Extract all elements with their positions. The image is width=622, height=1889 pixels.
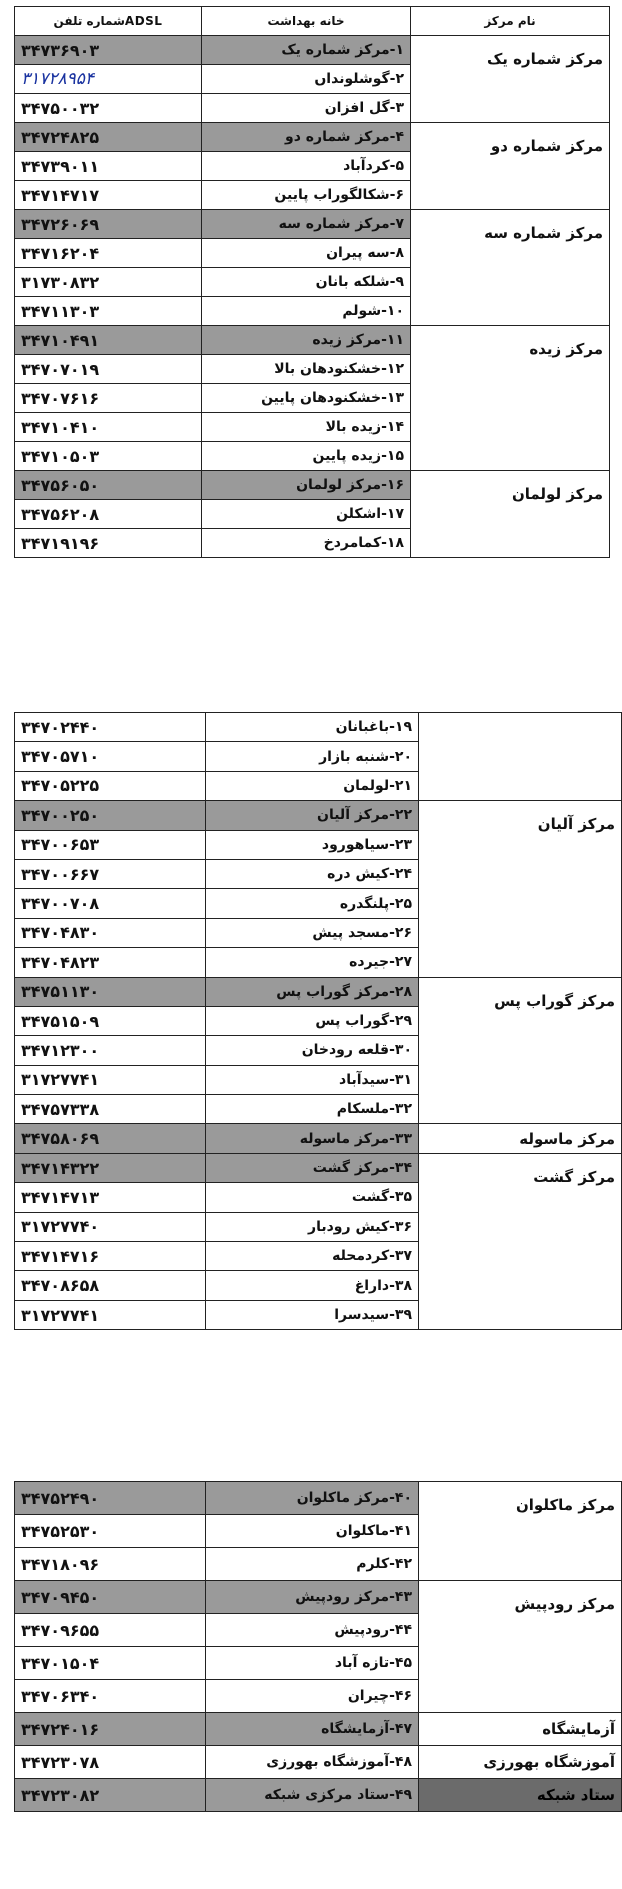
phone-number-cell: ۳۴۷۰۷۰۱۹ [15,355,202,384]
phone-number-cell: ۳۴۷۱۶۲۰۴ [15,239,202,268]
phone-number-cell: ۳۴۷۱۰۵۰۳ [15,442,202,471]
phone-number-cell: ۳۴۷۰۵۷۱۰ [15,742,206,771]
phone-number-cell: ۳۱۷۲۸۹۵۴ [15,65,202,94]
health-house-cell: ۹-شلکه بانان [202,268,411,297]
table-section [14,1481,615,1812]
header-phone-adsl: شماره تلفنADSL [15,7,202,36]
phone-number-cell: ۳۴۷۲۴۰۱۶ [15,1713,206,1746]
health-house-cell: ۴۰-مرکز ماکلوان [206,1482,419,1515]
health-house-cell: ۲۷-جیرده [206,948,419,977]
health-house-cell: ۸-سه پیران [202,239,411,268]
health-house-cell: ۴۱-ماکلوان [206,1515,419,1548]
health-house-cell: ۱۳-خشکنودهان پایین [202,384,411,413]
health-house-cell: ۳-گل افزان [202,94,411,123]
health-house-cell: ۲-گوشلونداں [202,65,411,94]
header-center-name: نام مرکز [411,7,610,36]
health-house-cell: ۲۰-شنبه بازار [206,742,419,771]
table-row [15,210,610,239]
table-row [15,36,610,65]
center-name-cell: مرکز شماره یک [411,36,610,123]
center-name-cell: مرکز شماره دو [411,123,610,210]
table-row [15,1746,622,1779]
health-house-cell: ۲۴-کیش دره [206,859,419,888]
header-health-house: خانه بهداشت [202,7,411,36]
phone-number-cell: ۳۴۷۵۱۱۳۰ [15,977,206,1006]
health-house-cell: ۳۱-سیدآباد [206,1065,419,1094]
health-house-cell: ۳۹-سیدسرا [206,1300,419,1329]
phone-number-cell: ۳۴۷۵۲۵۳۰ [15,1515,206,1548]
phone-number-cell: ۳۴۷۱۴۷۱۶ [15,1242,206,1271]
health-house-cell: ۵-کردآباد [202,152,411,181]
health-house-cell: ۱-مرکز شماره یک [202,36,411,65]
center-name-cell: مرکز شماره سه [411,210,610,326]
phone-number-cell: ۳۴۷۵۱۵۰۹ [15,1006,206,1035]
health-house-cell: ۷-مرکز شماره سه [202,210,411,239]
health-house-cell: ۴-مرکز شماره دو [202,123,411,152]
health-house-cell: ۲۵-پلنگدره [206,889,419,918]
table-section [14,712,615,1330]
directory-table [14,712,622,1330]
health-house-cell: ۶-شکالگوراب پایین [202,181,411,210]
phone-number-cell: ۳۴۷۱۴۷۱۷ [15,181,202,210]
health-house-cell: ۳۳-مرکز ماسوله [206,1124,419,1153]
phone-number-cell: ۳۴۷۵۰۰۳۲ [15,94,202,123]
health-house-cell: ۱۱-مرکز زیده [202,326,411,355]
table-section [14,6,603,558]
center-name-cell: مرکز گوراب پس [419,977,622,1124]
table-row [15,1713,622,1746]
phone-number-cell: ۳۴۷۱۹۱۹۶ [15,529,202,558]
health-house-cell: ۱۷-اشکلن [202,500,411,529]
health-house-cell: ۲۶-مسجد پیش [206,918,419,947]
phone-number-cell: ۳۴۷۰۰۲۵۰ [15,801,206,830]
center-name-cell: آزمایشگاه [419,1713,622,1746]
health-house-cell: ۴۶-چیران [206,1680,419,1713]
phone-number-cell: ۳۴۷۲۴۸۲۵ [15,123,202,152]
phone-number-cell: ۳۴۷۵۶۰۵۰ [15,471,202,500]
center-name-cell: مرکز ماکلوان [419,1482,622,1581]
health-house-cell: ۱۲-خشکنودهان بالا [202,355,411,384]
table-row [15,1124,622,1153]
health-house-cell: ۴۲-کلرم [206,1548,419,1581]
phone-number-cell: ۳۴۷۳۹۰۱۱ [15,152,202,181]
table-row [15,123,610,152]
health-house-cell: ۴۹-ستاد مرکزی شبکه [206,1779,419,1812]
health-house-cell: ۳۸-داراغ [206,1271,419,1300]
phone-number-cell: ۳۱۷۲۷۷۴۱ [15,1300,206,1329]
phone-number-cell: ۳۴۷۱۰۴۱۰ [15,413,202,442]
phone-number-cell: ۳۴۷۰۶۳۴۰ [15,1680,206,1713]
phone-number-cell: ۳۴۷۵۸۰۶۹ [15,1124,206,1153]
phone-number-cell: ۳۴۷۵۶۲۰۸ [15,500,202,529]
health-house-cell: ۳۲-ملسکام [206,1095,419,1124]
phone-number-cell: ۳۴۷۰۷۶۱۶ [15,384,202,413]
center-name-cell: ستاد شبکه [419,1779,622,1812]
table-row [15,1779,622,1812]
phone-number-cell: ۳۴۷۱۸۰۹۶ [15,1548,206,1581]
phone-number-cell: ۳۴۷۰۴۸۳۰ [15,918,206,947]
health-house-cell: ۲۳-سیاهورود [206,830,419,859]
phone-number-cell: ۳۴۷۳۶۹۰۳ [15,36,202,65]
phone-number-cell: ۳۴۷۰۸۶۵۸ [15,1271,206,1300]
table-row [15,471,610,500]
health-house-cell: ۳۰-قلعه رودخان [206,1036,419,1065]
center-name-cell: مرکز آلیان [419,801,622,977]
phone-number-cell: ۳۴۷۰۱۵۰۴ [15,1647,206,1680]
phone-number-cell: ۳۴۷۲۶۰۶۹ [15,210,202,239]
directory-table [14,6,610,558]
health-house-cell: ۲۹-گوراب پس [206,1006,419,1035]
phone-number-cell: ۳۴۷۰۴۸۲۳ [15,948,206,977]
health-house-cell: ۴۵-تازه آباد [206,1647,419,1680]
phone-number-cell: ۳۴۷۲۳۰۸۲ [15,1779,206,1812]
phone-number-cell: ۳۴۷۰۹۶۵۵ [15,1614,206,1647]
phone-number-cell: ۳۴۷۱۴۷۱۳ [15,1183,206,1212]
phone-number-cell: ۳۴۷۵۷۳۳۸ [15,1095,206,1124]
phone-number-cell: ۳۴۷۰۰۶۵۳ [15,830,206,859]
health-house-cell: ۳۶-کیش رودبار [206,1212,419,1241]
health-house-cell: ۳۷-کردمحله [206,1242,419,1271]
health-house-cell: ۱۹-باغبانان [206,713,419,742]
phone-number-cell: ۳۱۷۲۷۷۴۰ [15,1212,206,1241]
phone-number-cell: ۳۴۷۰۲۴۴۰ [15,713,206,742]
center-name-cell: مرکز ماسوله [419,1124,622,1153]
health-house-cell: ۳۴-مرکز گشت [206,1153,419,1182]
table-row [15,713,622,742]
health-house-cell: ۴۷-آزمایشگاه [206,1713,419,1746]
table-row [15,1482,622,1515]
health-house-cell: ۴۸-آموزشگاه بهورزی [206,1746,419,1779]
health-house-cell: ۳۵-گشت [206,1183,419,1212]
phone-number-cell: ۳۴۷۰۵۲۲۵ [15,771,206,800]
health-house-cell: ۲۸-مرکز گوراب پس [206,977,419,1006]
health-house-cell: ۱۴-زیده بالا [202,413,411,442]
phone-number-cell: ۳۴۷۱۴۳۲۲ [15,1153,206,1182]
table-row [15,977,622,1006]
phone-number-cell: ۳۴۷۱۲۳۰۰ [15,1036,206,1065]
health-house-cell: ۴۴-رودپیش [206,1614,419,1647]
table-row [15,1581,622,1614]
phone-number-cell: ۳۴۷۰۹۴۵۰ [15,1581,206,1614]
health-house-cell: ۱۵-زیده پایین [202,442,411,471]
center-name-cell: مرکز رودپیش [419,1581,622,1713]
header-row [15,7,610,36]
health-house-cell: ۴۳-مرکز رودپیش [206,1581,419,1614]
directory-table [14,1481,622,1812]
health-house-cell: ۲۱-لولمان [206,771,419,800]
center-name-cell: آموزشگاه بهورزی [419,1746,622,1779]
phone-number-cell: ۳۴۷۱۱۳۰۳ [15,297,202,326]
phone-number-cell: ۳۴۷۲۳۰۷۸ [15,1746,206,1779]
phone-number-cell: ۳۴۷۰۰۷۰۸ [15,889,206,918]
health-house-cell: ۱۸-کمامردخ [202,529,411,558]
health-house-cell: ۱۶-مرکز لولمان [202,471,411,500]
phone-number-cell: ۳۴۷۰۰۶۶۷ [15,859,206,888]
table-row [15,801,622,830]
table-row [15,1153,622,1182]
health-house-cell: ۲۲-مرکز آلیان [206,801,419,830]
center-name-cell: مرکز زیده [411,326,610,471]
center-name-cell: مرکز گشت [419,1153,622,1329]
center-name-cell: مرکز لولمان [411,471,610,558]
center-name-cell [419,713,622,801]
phone-number-cell: ۳۱۷۳۰۸۳۲ [15,268,202,297]
phone-number-cell: ۳۴۷۵۲۴۹۰ [15,1482,206,1515]
table-row [15,326,610,355]
phone-number-cell: ۳۱۷۲۷۷۴۱ [15,1065,206,1094]
health-house-cell: ۱۰-شولم [202,297,411,326]
phone-number-cell: ۳۴۷۱۰۴۹۱ [15,326,202,355]
